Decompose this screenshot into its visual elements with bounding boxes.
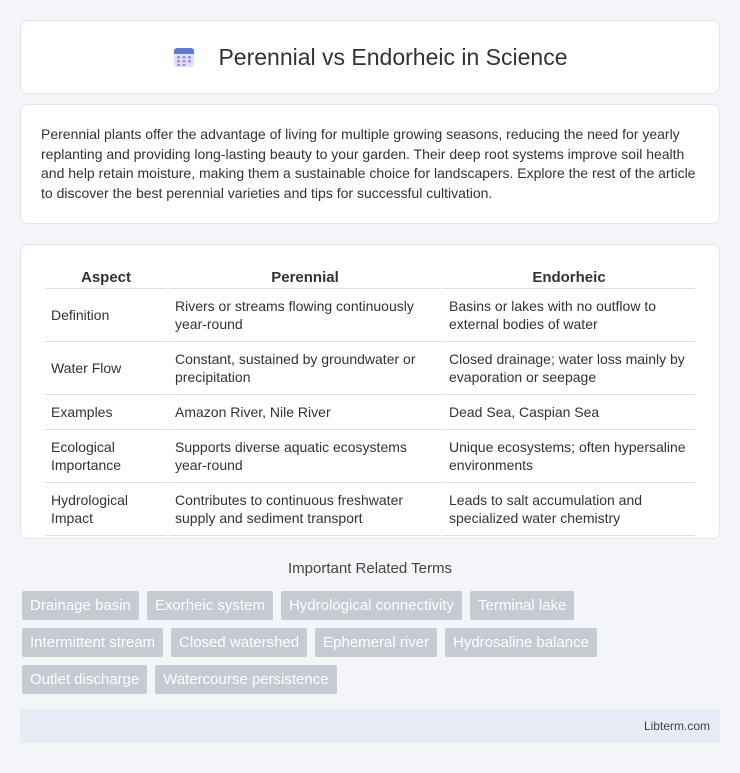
table-cell: Supports diverse aquatic ecosystems year-round <box>169 430 441 483</box>
table-cell: Dead Sea, Caspian Sea <box>443 395 695 430</box>
table-cell: Closed drainage; water loss mainly by evaporation or seepage <box>443 342 695 395</box>
related-term-tag[interactable]: Hydrological connectivity <box>281 591 462 620</box>
table-cell: Examples <box>45 395 167 430</box>
related-term-tag[interactable]: Drainage basin <box>22 591 139 620</box>
header-endorheic: Endorheic <box>443 265 695 289</box>
table-row <box>45 430 695 483</box>
table-cell: Water Flow <box>45 342 167 395</box>
header-perennial: Perennial <box>169 265 441 289</box>
related-term-tag[interactable]: Terminal lake <box>470 591 574 620</box>
related-term-tag[interactable]: Exorheic system <box>147 591 273 620</box>
table-cell: Unique ecosystems; often hypersaline environments <box>443 430 695 483</box>
related-term-tag[interactable]: Watercourse persistence <box>155 665 336 694</box>
table-cell: Constant, sustained by groundwater or precipitation <box>169 342 441 395</box>
table-row <box>45 483 695 536</box>
comparison-table <box>43 265 697 536</box>
table-row <box>45 289 695 342</box>
related-term-tag[interactable]: Intermittent stream <box>22 628 163 657</box>
page-title: Perennial vs Endorheic in Science <box>218 43 568 70</box>
table-cell: Amazon River, Nile River <box>169 395 441 430</box>
table-row <box>45 395 695 430</box>
related-term-tag[interactable]: Outlet discharge <box>22 665 147 694</box>
related-term-tag[interactable]: Ephemeral river <box>315 628 437 657</box>
intro-text: Perennial plants offer the advantage of living for multiple growing seasons, reducing the need for yearly replanting and providing long-lasting beauty to your garden. Their deep root systems improve soil health and help retain moisture, making them a sustainable choice for landscapers. Explore the rest of the article to discover the best perennial varieties and tips for successful cultivation. <box>41 126 696 201</box>
related-term-tag[interactable]: Hydrosaline balance <box>445 628 597 657</box>
related-terms-list <box>22 591 722 694</box>
table-cell: Leads to salt accumulation and specialized water chemistry <box>443 483 695 536</box>
table-header-row <box>45 265 695 289</box>
calendar-icon <box>172 45 196 69</box>
table-cell: Basins or lakes with no outflow to external bodies of water <box>443 289 695 342</box>
header-aspect: Aspect <box>45 265 167 289</box>
table-cell: Ecological Importance <box>45 430 167 483</box>
table-row <box>45 342 695 395</box>
related-terms-title: Important Related Terms <box>288 560 452 577</box>
footer-site-link[interactable]: Libterm.com <box>643 719 710 733</box>
comparison-table-card <box>20 244 720 539</box>
table-cell: Rivers or streams flowing continuously year-round <box>169 289 441 342</box>
table-cell: Definition <box>45 289 167 342</box>
intro-card <box>20 104 720 224</box>
footer <box>20 709 720 743</box>
table-cell: Contributes to continuous freshwater supply and sediment transport <box>169 483 441 536</box>
title-card <box>20 20 720 94</box>
table-cell: Hydrological Impact <box>45 483 167 536</box>
related-term-tag[interactable]: Closed watershed <box>171 628 307 657</box>
